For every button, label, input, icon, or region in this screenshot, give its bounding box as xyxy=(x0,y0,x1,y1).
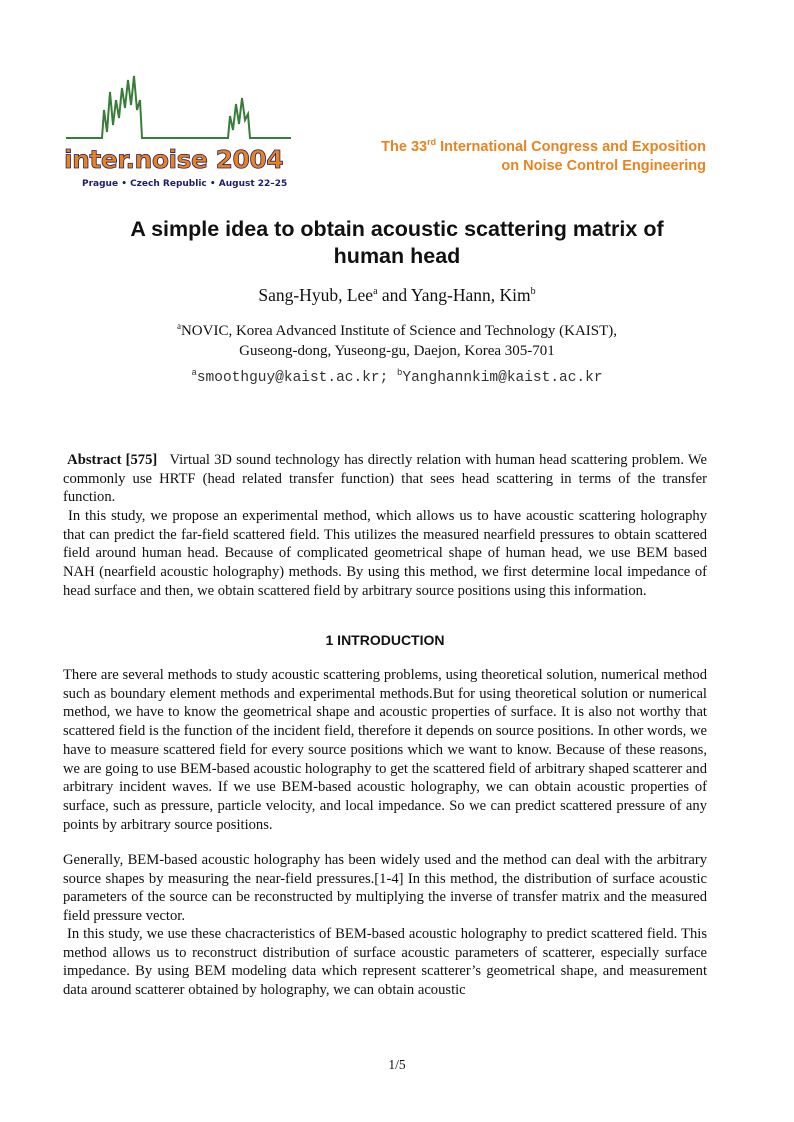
conference-line2: on Noise Control Engineering xyxy=(501,158,706,174)
paper-authors: Sang-Hyub, Lee$^a$ and Yang-Hann, Kim$^b$ xyxy=(258,285,536,305)
intro-paragraph-3: In this study, we use these chacracteristics of BEM-based acoustic holography to predict scattered field. This method allows us to reconstruct distribution of surface acoustic parameters of scatterer, especially surface impedance. By using BEM modeling data which represent scatterer’s geometrical shape, and measurement data around scatterer obtained by holography, we can obtain acoustic xyxy=(63,926,707,999)
brand-text: inter.noise 2004 xyxy=(64,145,284,174)
conference-name xyxy=(381,138,706,176)
section-heading-introduction: 1 INTRODUCTION xyxy=(325,632,445,648)
conference-logo xyxy=(62,70,294,192)
conference-line1: The 33rd International Congress and Exposition xyxy=(381,137,706,155)
page-number: 1/5 xyxy=(388,1057,406,1072)
author-emails: $^a$smoothguy@kaist.ac.kr; $^b$Yanghannkim@kaist.ac.kr xyxy=(191,368,603,386)
abstract-label: Abstract [575] xyxy=(67,452,158,468)
email-link-2[interactable]: Yanghannkim@kaist.ac.kr xyxy=(402,370,603,386)
abstract-paragraph-1: Abstract [575] Virtual 3D sound technology has directly relation with human head scattering problem. We commonly use HRTF (head related transfer function) that sees head scattering in terms of the transfer function. xyxy=(63,452,707,506)
brand-tagline: Prague • Czech Republic • August 22–25 xyxy=(82,179,288,189)
intro-paragraph-1: There are several methods to study acoustic scattering problems, using theoretical solution, numerical method such as boundary element methods and experimental methods.But for using theoretical solution or numerical method, we have to know the geometrical shape and acoustic properties of surface. It is also not worthy that scattered field is the function of the incident field, therefore it depends on source positions. In other words, we have to measure scattered field for every source positions which we want to know. Because of these reasons, we are going to use BEM-based acoustic holography to get the scattered field of arbitrary shaped scatterer and arbitrary incident waves. If we use BEM-based acoustic holography, we can obtain acoustic properties of surface, such as pressure, particle velocity, and local impedance. So we can predict scattered pressure of any points by arbitrary source positions. xyxy=(63,667,707,833)
abstract-paragraph-2: In this study, we propose an experimental method, which allows us to have acoustic scattering holography that can predict the far-field scattered field. This utilizes the measured nearfield pressures to obtain scattered field around human head. Because of complicated geometrical shape of human head, we use BEM based NAH (nearfield acoustic holography) methods. By using this method, we first determine local impedance of head surface and then, we obtain scattered field by arbitrary source positions using this information. xyxy=(63,508,707,599)
skyline-logo-graphic xyxy=(62,70,294,192)
skyline-line xyxy=(66,76,291,138)
paper-title: A simple idea to obtain acoustic scattering matrix of human head xyxy=(130,217,664,268)
intro-paragraph-2: Generally, BEM-based acoustic holography has been widely used and the method can deal with the arbitrary source shapes by measuring the near-field pressures.[1-4] In this method, the distribution of surface acoustic parameters of the source can be reconstructed by multiplying the inverse of transfer matrix and the measured field pressure vector. xyxy=(63,852,707,925)
email-link-1[interactable]: smoothguy@kaist.ac.kr; xyxy=(196,370,389,386)
author-affiliation: $^a$NOVIC, Korea Advanced Institute of Science and Technology (KAIST), Guseong-dong, Yuseong-gu, Daejon, Korea 305-701 xyxy=(176,321,618,359)
